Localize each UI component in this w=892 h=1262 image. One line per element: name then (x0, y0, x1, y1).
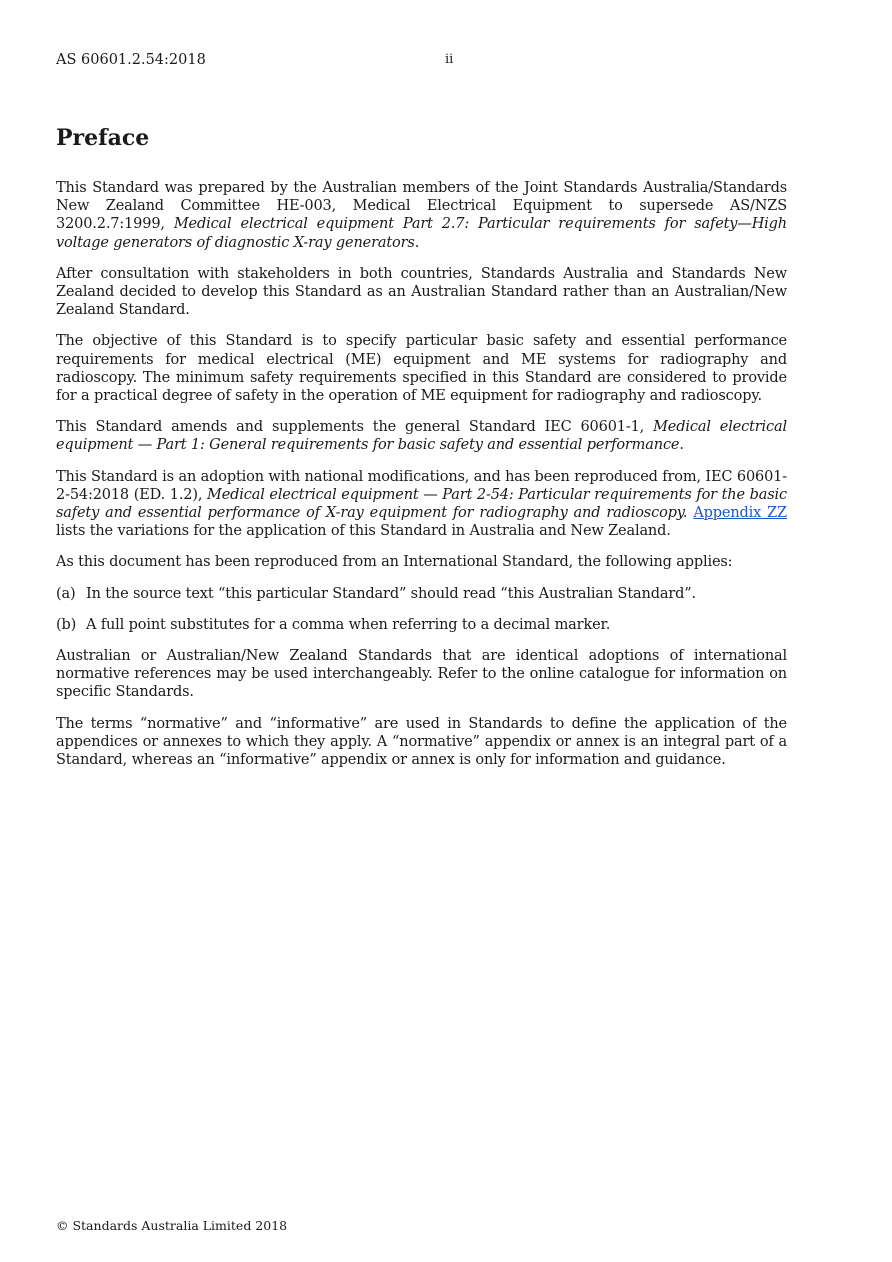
paragraph-text: This Standard amends and supplements the general Standard IEC 60601-1, (56, 419, 654, 436)
paragraph-text: As this document has been reproduced from an International Standard, the following applies: (56, 554, 733, 571)
paragraph-consultation (56, 265, 787, 320)
list-item (56, 585, 787, 603)
page-title: Preface (56, 125, 150, 151)
paragraph-text: After consultation with stakeholders in both countries, Standards Australia and Standards New Zealand decided to develop this Standard as an Australian Standard rather than an Australian/New Zealand Standard. (56, 265, 787, 319)
appendix-zz-link[interactable]: Appendix ZZ (693, 505, 787, 522)
running-header (56, 52, 787, 72)
preface-section (56, 124, 787, 782)
general-standard-title: Medical electrical equipment — Part 1: General requirements for basic safety and essential performance (56, 419, 787, 454)
paragraph-applies (56, 553, 787, 571)
superseded-title: Medical electrical equipment Part 2.7: Particular requirements for safety—High voltage generators of diagnostic X-ray generators (56, 216, 787, 251)
document-id: AS 60601.2.54:2018 (56, 52, 206, 68)
copyright-footer: © Standards Australia Limited 2018 (56, 1218, 288, 1233)
list-item-text: In the source text “this particular Standard” should read “this Australian Standard”. (86, 585, 696, 602)
paragraph-text: This Standard was prepared by the Australian members of the Joint Standards Australia/Standards New Zealand Committee HE-003, Medical Electrical Equipment to supersede AS/NZS 3200.2.7:1999, (56, 180, 787, 233)
paragraph-text: This Standard is an adoption with national modifications, and has been reproduced from, IEC 60601-2-54:2018 (ED. 1.2), (56, 468, 787, 503)
paragraph-normative-informative: The terms “normative” and “informative” are used in Standards to define the application of the appendices or annexes to which they apply. A “normative” appendix or annex is an integral part of a Standard, whereas an “informative” appendix or annex is only for information and guidance. (56, 715, 787, 769)
list-marker: (a) (56, 585, 76, 602)
list-item (56, 616, 787, 634)
list-marker: (b) (56, 616, 77, 633)
paragraph-text: The objective of this Standard is to specify particular basic safety and essential performance requirements for medical electrical (ME) equipment and ME systems for radiography and radioscopy. The minimum safety requirements specified in this Standard are considered to provide for a practical degree of safety in the operation of ME equipment for radiography and radioscopy. (56, 333, 787, 405)
paragraph-text: lists the variations for the application of this Standard in Australia and New Zealand. (56, 523, 671, 540)
list-item-text: A full point substitutes for a comma when referring to a decimal marker. (86, 616, 611, 633)
paragraph-amends (56, 418, 787, 454)
iec-standard-title: Medical electrical equipment — Part 2-54: Particular requirements for the basic safety and essential performance of X-ray equipment for radiography and radioscopy. (56, 486, 787, 522)
page-number: ii (445, 52, 454, 67)
paragraph-interchangeable: Australian or Australian/New Zealand Standards that are identical adoptions of international normative references may be used interchangeably. Refer to the online catalogue for information on specific Standards. (56, 648, 787, 701)
paragraph-adoption (56, 468, 787, 541)
paragraph-text: . (679, 437, 684, 454)
paragraph-objective (56, 332, 787, 405)
paragraph-text: . (414, 234, 420, 251)
paragraph-prepared-by (56, 179, 787, 252)
